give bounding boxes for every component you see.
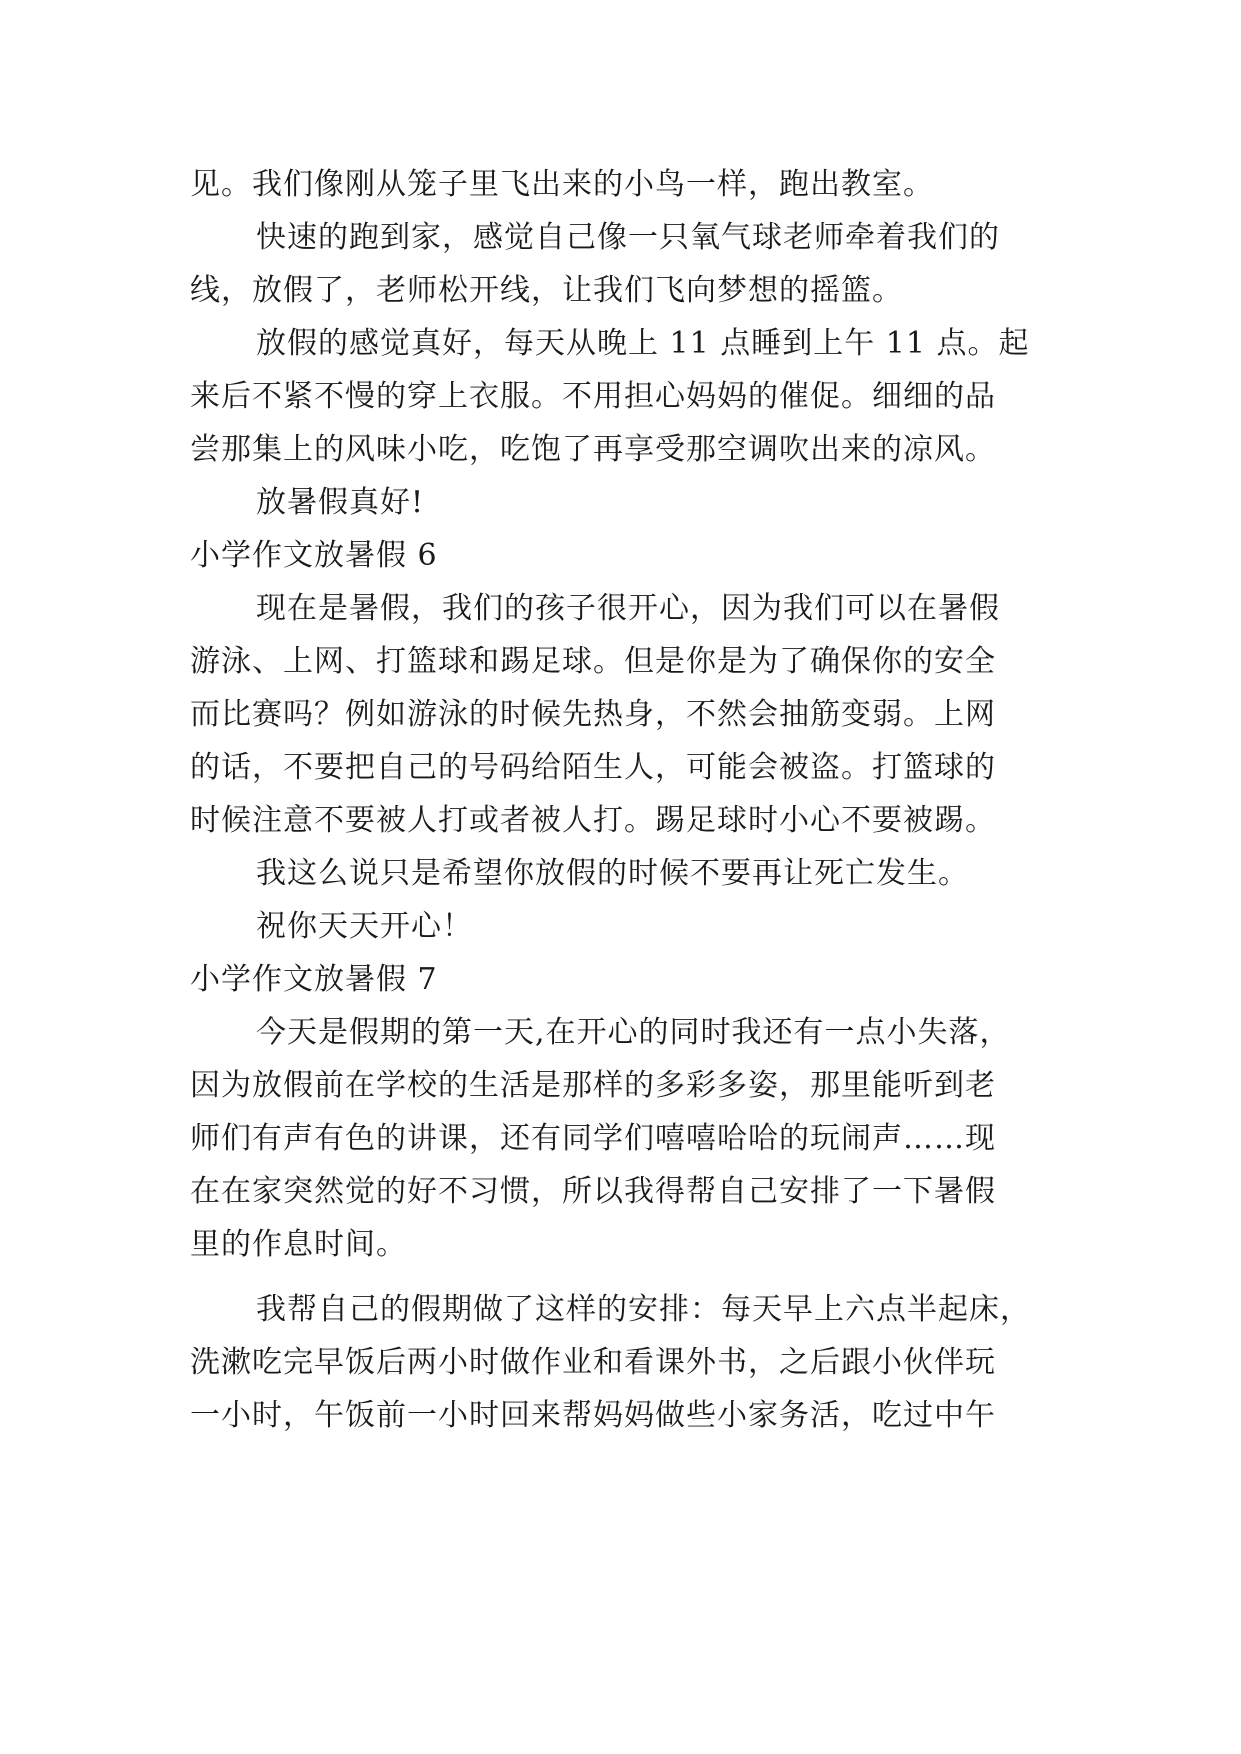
text-line: 时候注意不要被人打或者被人打。踢足球时小心不要被踢。 [190, 803, 996, 838]
text-line: 现在是暑假，我们的孩子很开心，因为我们可以在暑假 [256, 591, 1000, 626]
text-line: 的话，不要把自己的号码给陌生人，可能会被盗。打篮球的 [190, 750, 996, 785]
text-line: 快速的跑到家，感觉自己像一只氧气球老师牵着我们的 [256, 220, 1000, 255]
section-heading: 小学作文放暑假 7 [190, 962, 438, 997]
text-line: 来后不紧不慢的穿上衣服。不用担心妈妈的催促。细细的品 [190, 379, 996, 414]
text-line: 而比赛吗？例如游泳的时候先热身，不然会抽筋变弱。上网 [190, 697, 996, 732]
text-line: 洗漱吃完早饭后两小时做作业和看课外书，之后跟小伙伴玩 [190, 1345, 996, 1380]
text-line: 线，放假了，老师松开线，让我们飞向梦想的摇篮。 [190, 273, 903, 308]
text-line: 尝那集上的风味小吃，吃饱了再享受那空调吹出来的凉风。 [190, 432, 996, 467]
text-line: 师们有声有色的讲课，还有同学们嘻嘻哈哈的玩闹声……现 [190, 1121, 996, 1156]
text-line: 放暑假真好! [256, 485, 425, 520]
text-line: 因为放假前在学校的生活是那样的多彩多姿，那里能听到老 [190, 1068, 996, 1103]
text-line: 见。我们像刚从笼子里飞出来的小鸟一样，跑出教室。 [190, 167, 934, 202]
text-line: 一小时，午饭前一小时回来帮妈妈做些小家务活，吃过中午 [190, 1398, 996, 1433]
text-line: 我帮自己的假期做了这样的安排：每天早上六点半起床， [256, 1292, 1031, 1327]
text-line: 祝你天天开心！ [256, 909, 473, 944]
document-body [190, 158, 1060, 1442]
section-heading: 小学作文放暑假 6 [190, 538, 438, 573]
text-line: 里的作息时间。 [190, 1227, 407, 1262]
text-line: 游泳、上网、打篮球和踢足球。但是你是为了确保你的安全 [190, 644, 996, 679]
text-line: 今天是假期的第一天,在开心的同时我还有一点小失落， [256, 1015, 1011, 1050]
text-line: 在在家突然觉的好不习惯，所以我得帮自己安排了一下暑假 [190, 1174, 996, 1209]
text-line: 放假的感觉真好，每天从晚上 11 点睡到上午 11 点。起 [256, 326, 1030, 361]
text-line: 我这么说只是希望你放假的时候不要再让死亡发生。 [256, 856, 969, 891]
